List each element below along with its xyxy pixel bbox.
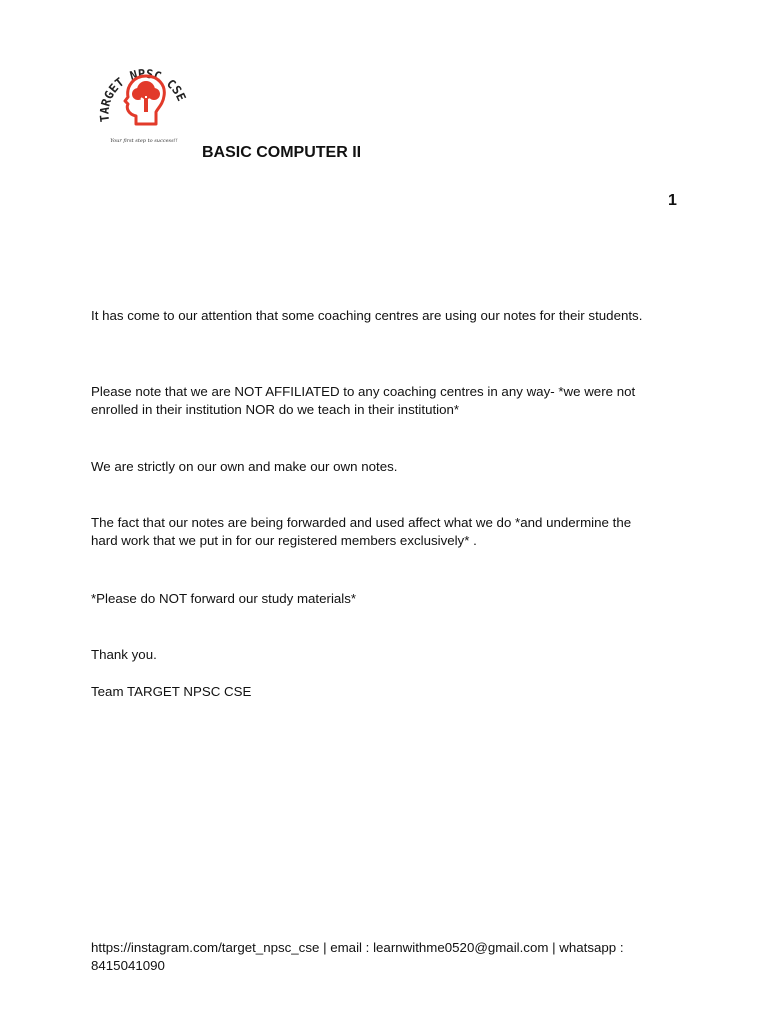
head-tree-icon: [92, 46, 196, 154]
page-number: 1: [668, 192, 677, 209]
logo-tagline: Your first step to success!!: [110, 138, 178, 144]
paragraph-thank-you: Thank you.: [91, 647, 157, 662]
document-title: BASIC COMPUTER II: [202, 144, 362, 161]
paragraph-line: enrolled in their institution NOR do we teach in their institution*: [91, 402, 460, 417]
paragraph-not-affiliated: [91, 383, 691, 419]
logo-ring-text: TARGET NPSC CSE: [97, 66, 189, 123]
logo: [92, 46, 196, 154]
paragraph-do-not-forward: *Please do NOT forward our study materials*: [91, 591, 357, 606]
footer-line: https://instagram.com/target_npsc_cse | email : learnwithme0520@gmail.com | whatsapp :: [91, 940, 624, 955]
paragraph-line: The fact that our notes are being forwarded and used affect what we do *and undermine the: [91, 515, 632, 530]
footer-contact: [91, 939, 691, 975]
paragraph-attention: It has come to our attention that some coaching centres are using our notes for their students.: [91, 308, 643, 323]
paragraph-own-notes: We are strictly on our own and make our own notes.: [91, 459, 398, 474]
paragraph-forwarded: [91, 514, 691, 550]
paragraph-line: hard work that we put in for our registered members exclusively* .: [91, 533, 477, 548]
footer-line: 8415041090: [91, 958, 165, 973]
paragraph-line: Please note that we are NOT AFFILIATED to any coaching centres in any way- *we were not: [91, 384, 636, 399]
paragraph-signature: Team TARGET NPSC CSE: [91, 684, 252, 699]
